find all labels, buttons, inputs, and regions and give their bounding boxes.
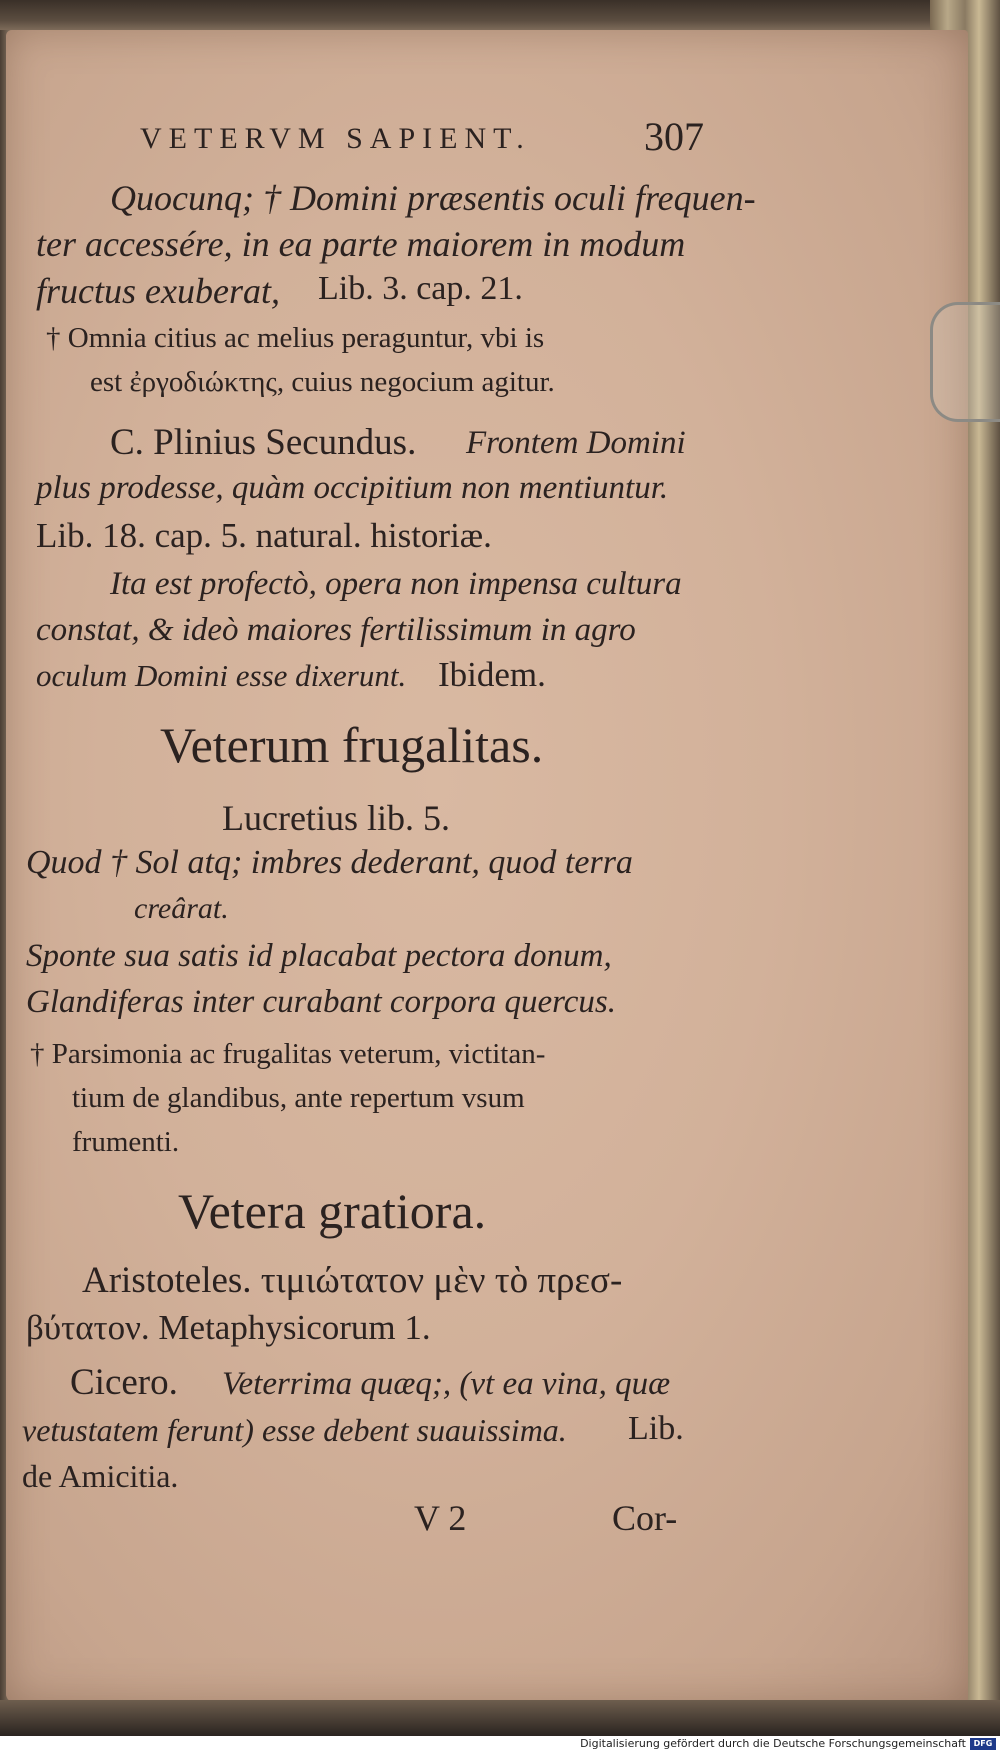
text-line-23-lib: Lib.	[628, 1410, 684, 1447]
text-line-23: vetustatem ferunt) esse debent suauissima.	[22, 1412, 567, 1448]
author-aristoteles: Aristoteles. τιμιώτατον μὲν τὸ πρεσ-	[82, 1260, 623, 1301]
verse-line-1: Quod † Sol atq; imbres dederant, quod terra	[26, 844, 633, 881]
page-clip	[930, 302, 1000, 422]
text-line-11-ibidem: Ibidem.	[438, 655, 546, 694]
text-line-3-citation: Lib. 3. cap. 21.	[318, 270, 523, 307]
footer-credit: Digitalisierung gefördert durch die Deutsche Forschungsgemeinschaft	[580, 1737, 966, 1750]
section-heading-vetera-gratiora: Vetera gratiora.	[178, 1183, 487, 1239]
verse-line-1-cont: creârat.	[134, 892, 229, 925]
text-line-7: plus prodesse, quàm occipitium non mentiuntur.	[36, 470, 669, 506]
dfg-logo-icon: DFG	[970, 1738, 996, 1750]
author-lucretius: Lucretius lib. 5.	[222, 798, 450, 838]
catchword: Cor-	[612, 1498, 678, 1538]
book-bottom-edge	[0, 1700, 1000, 1736]
signature-mark: V 2	[414, 1498, 467, 1538]
marginal-note-1: † Omnia citius ac melius peraguntur, vbi is	[46, 322, 545, 354]
text-line-2: ter accessére, in ea parte maiorem in modum	[36, 224, 686, 264]
text-line-24: de Amicitia.	[22, 1458, 179, 1494]
page-number: 307	[644, 114, 704, 159]
book-top-edge	[0, 0, 1000, 34]
text-line-6-quote: Frontem Domini	[466, 425, 686, 461]
text-line-22-quote: Veterrima quæq;, (vt ea vina, quæ	[222, 1366, 671, 1402]
author-plinius: C. Plinius Secundus.	[110, 422, 417, 463]
text-line-11: oculum Domini esse dixerunt.	[36, 658, 407, 693]
marginal-note-2-cont: tium de glandibus, ante repertum vsum	[72, 1082, 525, 1114]
text-line-21: βύτατον. Metaphysicorum 1.	[26, 1308, 431, 1347]
text-line-3: fructus exuberat,	[36, 271, 280, 311]
verse-line-3: Glandiferas inter curabant corpora quercus.	[26, 984, 616, 1020]
marginal-note-2-end: frumenti.	[72, 1126, 180, 1158]
marginal-note-1-cont: est ἐργοδιώκτης, cuius negocium agitur.	[90, 366, 555, 398]
verse-line-2: Sponte sua satis id placabat pectora donum,	[26, 938, 612, 974]
running-head: VETERVM SAPIENT.	[140, 122, 531, 155]
text-line-10: constat, & ideò maiores fertilissimum in agro	[36, 612, 636, 648]
section-heading-veterum-frugalitas: Veterum frugalitas.	[160, 717, 544, 773]
text-line-9: Ita est profectò, opera non impensa cultura	[110, 566, 682, 602]
author-cicero: Cicero.	[70, 1362, 178, 1403]
text-line-1: Quocunq; † Domini præsentis oculi frequen-	[110, 178, 756, 218]
marginal-note-2: † Parsimonia ac frugalitas veterum, victitan-	[30, 1038, 546, 1070]
text-line-8-citation: Lib. 18. cap. 5. natural. historiæ.	[36, 516, 492, 555]
